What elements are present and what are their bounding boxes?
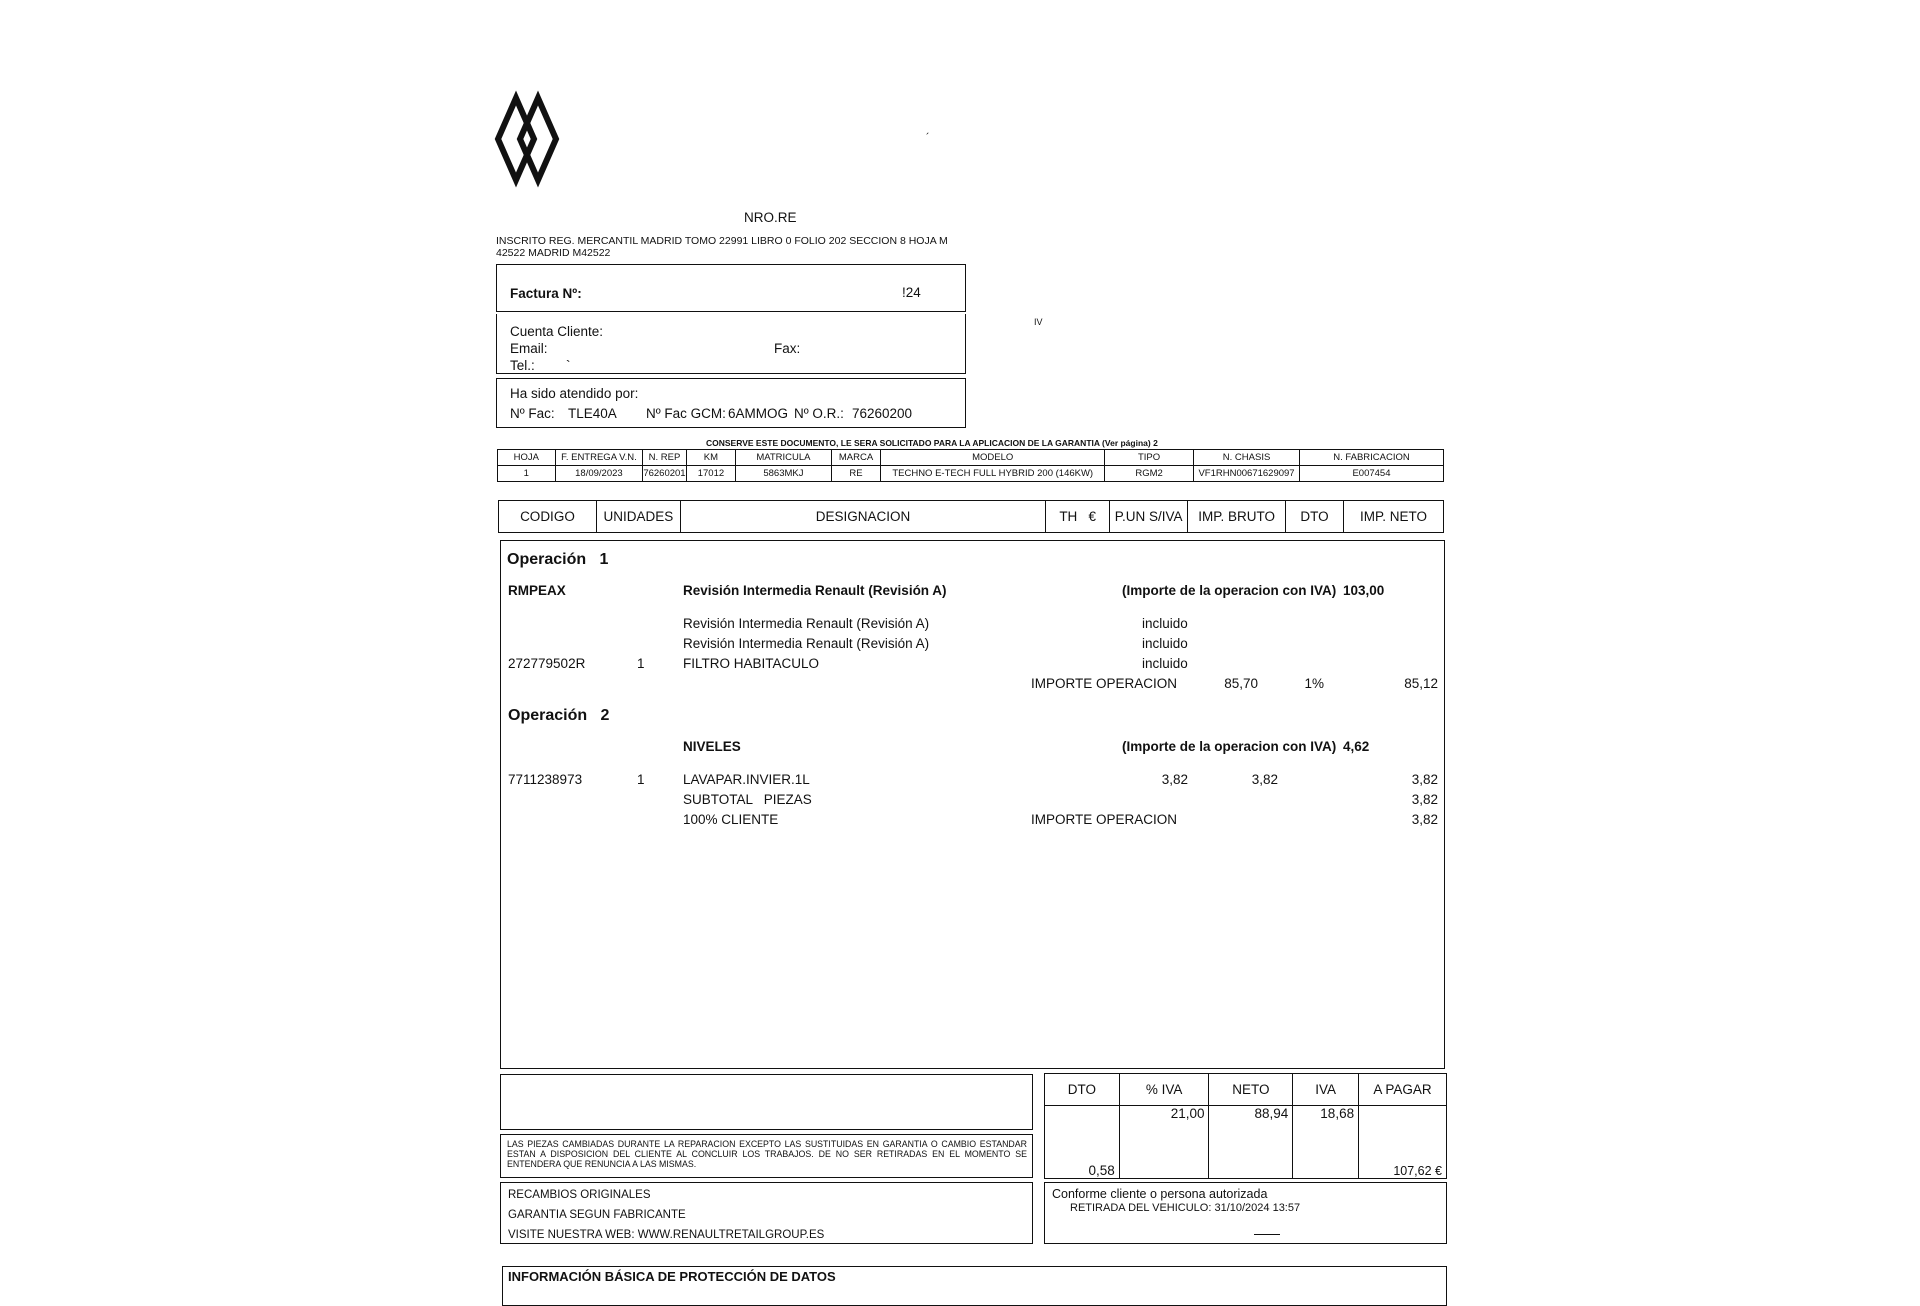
line-columns-header [498,500,1444,533]
tot-h-neto: NETO [1209,1074,1293,1106]
or-value: 76260200 [852,406,913,421]
op1-importe-label: (Importe de la operacion con IVA) [1122,583,1337,598]
op2-cliente-value: 3,82 [1411,812,1438,827]
tot-h-apagar: A PAGAR [1359,1074,1447,1106]
data-protection-title: INFORMACIÓN BÁSICA DE PROTECCIÓN DE DATOS [508,1269,836,1284]
op2-line-bruto: 3,82 [1251,772,1278,787]
vh-km: KM [686,450,736,466]
vh-matricula: MATRICULA [736,450,831,466]
op1-line-desc: FILTRO HABITACULO [683,656,820,671]
cuenta-cliente-label: Cuenta Cliente: [510,324,604,339]
col-codigo: CODIGO [499,501,597,533]
email-label: Email: [510,341,548,356]
op1-line-code: 272779502R [508,656,586,671]
tot-apagar: 107,62 € [1359,1106,1447,1179]
info-garantia: GARANTIA SEGUN FABRICANTE [508,1209,686,1221]
nro-re: NRO.RE [744,210,797,225]
op1-line-units: 1 [637,656,645,671]
col-dto: DTO [1286,501,1344,533]
notes-box [500,1074,1033,1130]
tot-h-iva-pct: % IVA [1119,1074,1209,1106]
vv-fentrega: 18/09/2023 [555,466,643,482]
info-recambios: RECAMBIOS ORIGINALES [508,1189,651,1201]
vv-matricula: 5863MKJ [736,466,831,482]
vehicle-table-header [498,450,1444,466]
op1-line-desc: Revisión Intermedia Renault (Revisión A) [683,636,930,651]
vh-chasis: N. CHASIS [1194,450,1300,466]
op1-code: RMPEAX [508,583,566,598]
vv-modelo: TECHNO E-TECH FULL HYBRID 200 (146KW) [881,466,1105,482]
col-pun: P.UN S/IVA [1110,501,1188,533]
tot-iva: 18,68 [1293,1106,1359,1179]
op1-importe-value: 103,00 [1343,583,1385,598]
col-designacion: DESIGNACION [680,501,1045,533]
attended-label: Ha sido atendido por: [510,386,639,401]
totals-table [1044,1073,1447,1179]
vehicle-table-row [498,466,1444,482]
op1-line-status: incluido [1142,636,1188,651]
op2-title: Operación 2 [508,707,610,724]
vv-marca: RE [831,466,881,482]
op2-line-pun: 3,82 [1161,772,1188,787]
vh-hoja: HOJA [498,450,556,466]
col-neto: IMP. NETO [1344,501,1444,533]
invoice-number: !24 [902,285,921,300]
op1-summary-label: IMPORTE OPERACION [1031,676,1178,691]
info-web: VISITE NUESTRA WEB: WWW.RENAULTRETAILGROUP.ES [508,1229,825,1241]
vv-chasis: VF1RHN00671629097 [1194,466,1300,482]
registry-line-2: 42522 MADRID M42522 [496,247,611,259]
op1-line-status: incluido [1142,616,1188,631]
data-protection-clip [502,1266,1447,1284]
op1-line-desc: Revisión Intermedia Renault (Revisión A) [683,616,930,631]
or-label: Nº O.R.: [794,406,844,421]
vh-tipo: TIPO [1105,450,1194,466]
side-mark: IV [1034,317,1043,327]
vh-nrep: N. REP [643,450,686,466]
tel-label: Tel.: [510,358,535,373]
op2-cliente-importe-label: IMPORTE OPERACION [1031,812,1178,827]
op2-line-desc: LAVAPAR.INVIER.1L [683,772,810,787]
nfac-value: TLE40A [568,406,617,421]
op2-line-code: 7711238973 [508,772,583,787]
registry-line-1: INSCRITO REG. MERCANTIL MADRID TOMO 22991 LIBRO 0 FOLIO 202 SECCION 8 HOJA M [496,235,948,247]
fax-label: Fax: [774,341,801,356]
op2-line-neto: 3,82 [1411,772,1438,787]
vv-nrep: 76260201 [643,466,686,482]
header-mark: ´ [926,132,930,144]
op2-subtotal-label: SUBTOTAL PIEZAS [683,792,812,807]
vv-fabricacion: E007454 [1299,466,1443,482]
tot-h-dto: DTO [1045,1074,1120,1106]
op2-importe-value: 4,62 [1343,739,1370,754]
vh-marca: MARCA [831,450,881,466]
op1-summary-neto: 85,12 [1404,676,1438,691]
vh-fentrega: F. ENTREGA V.N. [555,450,643,466]
vv-km: 17012 [686,466,736,482]
op1-summary-bruto: 85,70 [1224,676,1258,691]
nfac-label: Nº Fac: [510,406,555,421]
gcm-value: 6AMMOG [728,406,789,421]
guarantee-notice: CONSERVE ESTE DOCUMENTO, LE SERA SOLICITADO PARA LA APLICACION DE LA GARANTIA (Ver página) 2 [706,438,1158,448]
op2-subtotal-value: 3,82 [1411,792,1438,807]
parts-notice: LAS PIEZAS CAMBIADAS DURANTE LA REPARACION EXCEPTO LAS SUSTITUIDAS EN GARANTIA O CAMBIO ESTANDAR ESTAN A DISPOSICION DEL CLIENTE AL CONCLUIR LOS TRABAJOS. DE NO SER RETIRADAS EN EL MOMENTO SE ENTENDERA QUE RENUNCIA A LAS MISMAS. [507,1139,1027,1169]
vh-fabricacion: N. FABRICACION [1299,450,1443,466]
col-th: TH € [1046,501,1110,533]
vv-tipo: RGM2 [1105,466,1194,482]
tot-iva-pct: 21,00 [1119,1106,1209,1179]
conforme-label: Conforme cliente o persona autorizada [1052,1187,1268,1201]
invoice-lines-box [500,540,1445,1069]
op2-line-units: 1 [637,772,645,787]
gcm-label: Nº Fac GCM: [646,406,726,421]
op1-line-status: incluido [1142,656,1188,671]
vv-hoja: 1 [498,466,556,482]
op1-name: Revisión Intermedia Renault (Revisión A) [683,583,947,598]
op1-title: Operación 1 [507,551,609,568]
retirada-text: RETIRADA DEL VEHICULO: 31/10/2024 13:57 [1070,1202,1301,1214]
op2-importe-label: (Importe de la operacion con IVA) [1122,739,1337,754]
col-bruto: IMP. BRUTO [1188,501,1286,533]
op1-summary-dto: 1% [1304,676,1324,691]
op2-name: NIVELES [683,739,741,754]
col-unidades: UNIDADES [596,501,680,533]
tel-value: ` [566,358,571,373]
vehicle-table [497,449,1444,482]
signature-line [1254,1234,1280,1235]
retirada-clip [1052,1201,1392,1212]
tot-h-iva: IVA [1293,1074,1359,1106]
tot-neto: 88,94 [1209,1106,1293,1179]
tot-dto: 0,58 [1045,1106,1120,1179]
invoice-label: Factura Nº: [510,286,582,301]
vh-modelo: MODELO [881,450,1105,466]
op2-cliente-label: 100% CLIENTE [683,812,779,827]
renault-logo-icon [494,94,560,184]
